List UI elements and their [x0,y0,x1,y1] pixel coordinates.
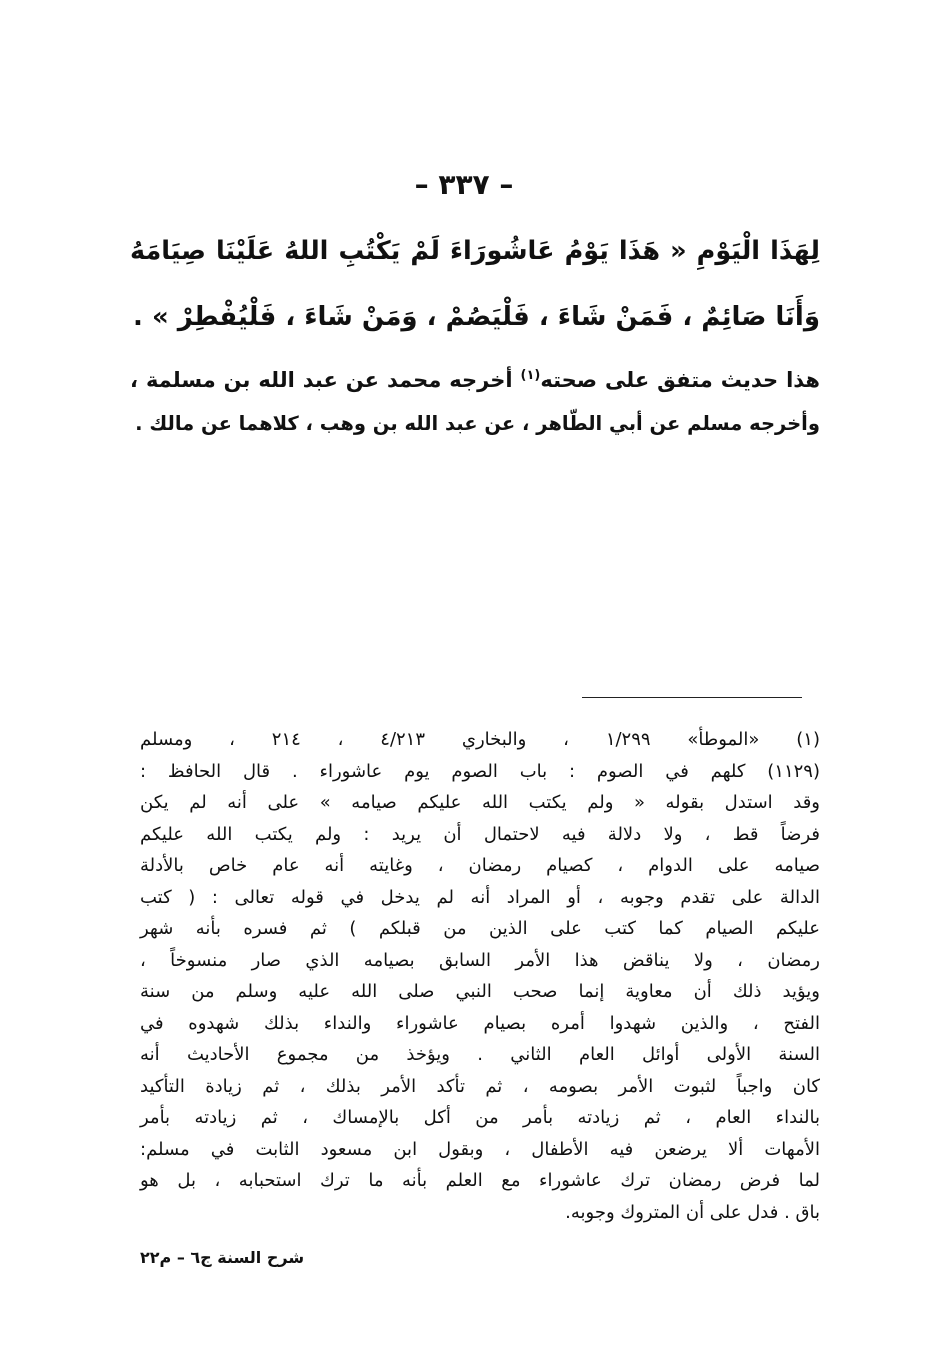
footnote-line: كان واجباً لثبوت الأمر بصومه ، ثم تأكد الأمر بذلك ، ثم زيادة التأكيد [140,1075,820,1097]
footnote-line: صيامه على الدوام ، كصيام رمضان ، وغايته أنه عام خاص بالأدلة [140,855,820,876]
footnote-line: عليكم الصيام كما كتب على الذين من قبلكم ) ثم فسره بأنه شهر [140,918,820,939]
footnote-line: باق . فدل على أن المتروك وجوبه. [565,1201,820,1223]
hadith-text [130,218,820,350]
footnote-line: لما فرض رمضان ترك عاشوراء مع العلم بأنه ما ترك استحبابه ، بل هو [140,1170,820,1191]
commentary-paragraph [130,358,820,446]
commentary-text: أخرجه محمد عن عبد الله بن مسلمة ، [130,368,521,392]
footnote [140,724,820,1228]
footnote-line: بالنداء العام ، ثم زيادته بأمر من أكل بالإمساك ، ثم زيادته بأمر [140,1107,820,1128]
footnote-line: السنة الأولى أوائل العام الثاني . ويؤخذ من مجموع الأحاديث أنه [140,1044,820,1065]
footnote-reference: (١) [520,368,541,383]
footnote-line: (١١٢٩) كلهم في الصوم : باب الصوم يوم عاشوراء . قال الحافظ : [140,760,820,782]
footnote-line: وقد استدل بقوله « ولم يكتب الله عليكم صيامه » على أنه لم يكن [140,792,820,813]
commentary-text: وأخرجه مسلم عن أبي الطّاهر ، عن عبد الله بن وهب ، كلاهما عن مالك . [135,412,820,435]
commentary-text: هذا حديث متفق على صحته [540,368,820,392]
footnote-line: الدالة على تقدم وجوبه ، أو المراد أنه لم يدخل في قوله تعالى : ( كتب [140,886,820,908]
hadith-line: وَأَنَا صَائِمٌ ، فَمَنْ شَاءَ ، فَلْيَصُمْ ، وَمَنْ شَاءَ ، فَلْيُفْطِرْ » . [133,302,820,332]
footnote-line: فرضاً قط ، ولا دلالة فيه لاحتمال أن يريد : ولم يكتب الله عليكم [140,823,820,845]
commentary-line [130,358,820,402]
footnote-line: الأمهات ألا يرضعن فيه الأطفال ، وبقول ابن مسعود الثابت في مسلم: [140,1138,820,1160]
footnote-line: الفتح ، والذين شهدوا أمره بصيام عاشوراء والنداء بذلك شهدوه في [140,1012,820,1034]
footnote-divider [582,697,802,698]
footnote-line: رمضان ، ولا يناقض هذا الأمر السابق بصيامه الذي صار منسوخاً ، [140,949,820,971]
hadith-line: لِهَذَا الْيَوْمِ « هَذَا يَوْمُ عَاشُورَاءَ لَمْ يَكْتُبِ اللهُ عَلَيْنَا صِيَامَهُ [130,236,820,266]
signature-mark: شرح السنة ج٦ – م٢٢ [140,1248,305,1267]
page-number: – ٣٣٧ – [414,168,514,201]
commentary-line [130,402,820,446]
footnote-line: (١) «الموطأ» ١/٢٩٩ ، والبخاري ٤/٢١٣ ، ٢١٤ ، ومسلم [140,729,820,750]
footnote-line: ويؤيد ذلك أن معاوية إنما صحب النبي صلى الله عليه وسلم من سنة [140,981,820,1002]
